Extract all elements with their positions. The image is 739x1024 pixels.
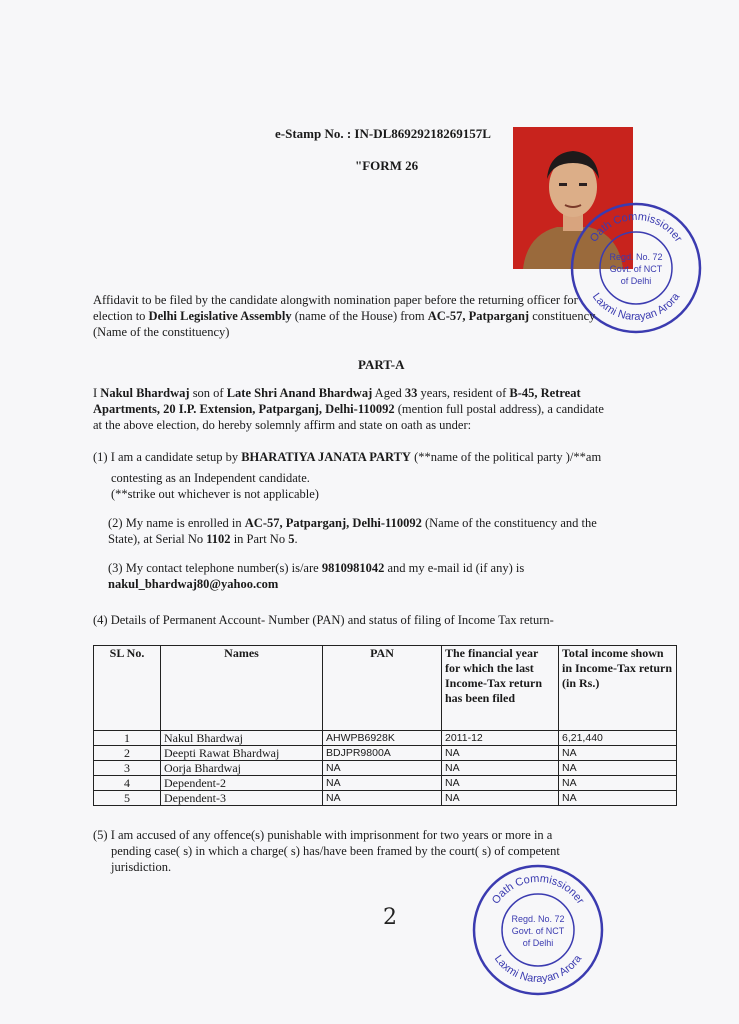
svg-text:of Delhi: of Delhi bbox=[620, 276, 652, 286]
estamp-number: e-Stamp No. : IN-DL86929218269157L bbox=[275, 126, 491, 141]
header-pan: PAN bbox=[323, 646, 442, 731]
contact-email: nakul_bhardwaj80@yahoo.com bbox=[108, 577, 279, 591]
svg-text:of Delhi: of Delhi bbox=[522, 938, 554, 948]
declaration-line-2: Apartments, 20 I.P. Extension, Patparganj, Delhi-110092 (mention full postal address), a candidate bbox=[93, 402, 604, 416]
house-name: Delhi Legislative Assembly bbox=[148, 309, 292, 323]
table-row: 2 Deepti Rawat Bhardwaj BDJPR9800A NA NA bbox=[94, 746, 677, 761]
part-number: 5 bbox=[288, 532, 295, 546]
oath-commissioner-seal-bottom bbox=[470, 862, 606, 998]
header-total-income: Total income shown in Income-Tax return (in Rs.) bbox=[559, 646, 677, 731]
pan-details-table bbox=[93, 645, 677, 806]
declaration bbox=[93, 385, 678, 433]
constituency-name: AC-57, Patparganj bbox=[427, 309, 530, 323]
intro-line-3: (Name of the constituency) bbox=[93, 325, 230, 339]
handwritten-page-number: 2 bbox=[383, 905, 397, 930]
declaration-line-3: at the above election, do hereby solemnly affirm and state on oath as under: bbox=[93, 418, 472, 432]
item-2: (2) My name is enrolled in AC-57, Patparganj, Delhi-110092 (Name of the constituency and the State), at Serial No 1102 in Part No 5. bbox=[108, 516, 597, 546]
table-row: 1 Nakul Bhardwaj AHWPB6928K 2011-12 6,21,440 bbox=[94, 731, 677, 746]
candidate-address: Apartments, 20 I.P. Extension, Patparganj, Delhi-110092 bbox=[93, 402, 395, 416]
svg-text:Laxmi Narayan Arora: Laxmi Narayan Arora bbox=[589, 290, 683, 324]
svg-text:Regd. No. 72: Regd. No. 72 bbox=[609, 252, 663, 262]
declaration-line-1: I Nakul Bhardwaj son of Late Shri Anand Bhardwaj Aged 33 years, resident of B-45, Retreat bbox=[93, 386, 581, 400]
candidate-name: Nakul Bhardwaj bbox=[100, 386, 190, 400]
item-1-continued: contesting as an Independent candidate. (**strike out whichever is not applicable) bbox=[111, 471, 319, 501]
father-name: Late Shri Anand Bhardwaj bbox=[226, 386, 373, 400]
header-names: Names bbox=[161, 646, 323, 731]
table-row: 3 Oorja Bhardwaj NA NA NA bbox=[94, 761, 677, 776]
item-3: (3) My contact telephone number(s) is/are 9810981042 and my e-mail id (if any) is nakul_bhardwaj80@yahoo.com bbox=[108, 561, 525, 591]
item-4: (4) Details of Permanent Account- Number (PAN) and status of filing of Income Tax return- bbox=[93, 613, 554, 627]
svg-text:Govt. of NCT: Govt. of NCT bbox=[609, 264, 663, 274]
header-financial-year: The financial year for which the last Income-Tax return has been filed bbox=[442, 646, 559, 731]
contact-phone: 9810981042 bbox=[321, 561, 385, 575]
table-row: 4 Dependent-2 NA NA NA bbox=[94, 776, 677, 791]
svg-text:Oath Commissioner: Oath Commissioner bbox=[489, 872, 587, 907]
intro-line-2: election to Delhi Legislative Assembly (name of the House) from AC-57, Patparganj constituency bbox=[93, 309, 596, 323]
svg-text:Laxmi Narayan Arora: Laxmi Narayan Arora bbox=[491, 952, 585, 986]
item-1: (1) I am a candidate setup by BHARATIYA JANATA PARTY (**name of the political party )/**am bbox=[93, 450, 602, 464]
affidavit-intro bbox=[93, 292, 673, 340]
intro-line-1: Affidavit to be filed by the candidate alongwith nomination paper before the returning officer for bbox=[93, 293, 578, 307]
part-a-heading: PART-A bbox=[358, 357, 405, 372]
form-title: "FORM 26 bbox=[355, 158, 419, 173]
table-row: 5 Dependent-3 NA NA NA bbox=[94, 791, 677, 806]
svg-text:Regd. No. 72: Regd. No. 72 bbox=[511, 914, 565, 924]
svg-text:Oath Commissioner: Oath Commissioner bbox=[587, 210, 685, 245]
table-header-row bbox=[94, 646, 677, 731]
header-sl-no: SL No. bbox=[94, 646, 161, 731]
party-name: BHARATIYA JANATA PARTY bbox=[241, 450, 411, 464]
enrolled-constituency: AC-57, Patparganj, Delhi-110092 bbox=[244, 516, 422, 530]
item-5: (5) I am accused of any offence(s) punishable with imprisonment for two years or more in a pending case( s) in which a charge( s) has/have been framed by the court( s) of competent jurisdiction. bbox=[93, 828, 560, 874]
svg-text:Govt. of NCT: Govt. of NCT bbox=[511, 926, 565, 936]
candidate-age: 33 bbox=[404, 386, 418, 400]
serial-number: 1102 bbox=[206, 532, 231, 546]
